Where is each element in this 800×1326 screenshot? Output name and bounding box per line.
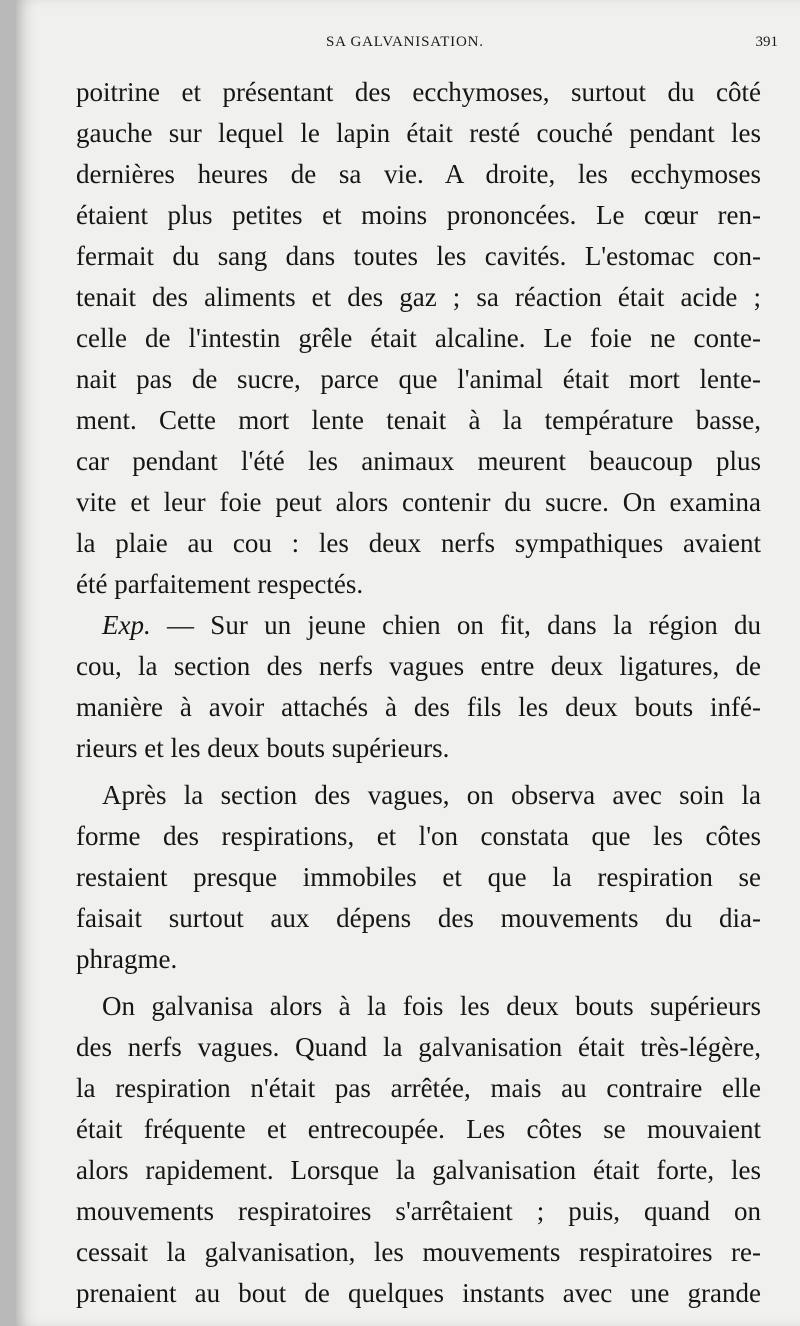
text-line: rieurs et les deux bouts supérieurs.	[76, 733, 450, 763]
text-line: mouvements respiratoires s'arrêtaient ; puis, quand on	[76, 1196, 761, 1226]
body-text	[76, 72, 761, 1314]
text-line: été parfaitement respectés.	[76, 569, 364, 599]
text-line: gauche sur lequel le lapin était resté couché pendant les	[76, 118, 761, 148]
text-line: nait pas de sucre, parce que l'animal était mort lente-	[76, 364, 761, 394]
text-line: car pendant l'été les animaux meurent beaucoup plus	[76, 446, 761, 476]
text-line: alors rapidement. Lorsque la galvanisation était forte, les	[76, 1155, 761, 1185]
paragraph-experiment	[76, 605, 761, 769]
text-line: phragme.	[76, 944, 178, 974]
experiment-label: Exp.	[102, 610, 151, 640]
paragraph-continuation	[76, 72, 761, 605]
text-line: tenait des aliments et des gaz ; sa réaction était acide ;	[76, 282, 761, 312]
text-line: des nerfs vagues. Quand la galvanisation était très-légère,	[76, 1032, 761, 1062]
text-line: poitrine et présentant des ecchymoses, surtout du côté	[76, 77, 761, 107]
text-line: était fréquente et entrecoupée. Les côtes se mouvaient	[76, 1114, 761, 1144]
text-line: cessait la galvanisation, les mouvements respiratoires re-	[76, 1237, 761, 1267]
paragraph-galvanisation	[76, 986, 761, 1314]
text-line: faisait surtout aux dépens des mouvements du dia-	[76, 903, 761, 933]
text-line: étaient plus petites et moins prononcées. Le cœur ren-	[76, 200, 761, 230]
text-line: la plaie au cou : les deux nerfs sympathiques avaient	[76, 528, 761, 558]
text-line: ment. Cette mort lente tenait à la température basse,	[76, 405, 761, 435]
text-line: vite et leur foie peut alors contenir du sucre. On examina	[76, 487, 761, 517]
text-line: fermait du sang dans toutes les cavités. L'estomac con-	[76, 241, 761, 271]
text-line: dernières heures de sa vie. A droite, les ecchymoses	[76, 159, 761, 189]
running-title: SA GALVANISATION.	[326, 34, 484, 50]
text-line: cou, la section des nerfs vagues entre deux ligatures, de	[76, 651, 761, 681]
book-page	[16, 0, 800, 1326]
page-number: 391	[755, 34, 778, 50]
text-line: la respiration n'était pas arrêtée, mais au contraire elle	[76, 1073, 761, 1103]
text-line: Après la section des vagues, on observa avec soin la	[102, 780, 761, 810]
experiment-text: — Sur un jeune chien on fit, dans la région du	[150, 610, 761, 640]
text-line: On galvanisa alors à la fois les deux bouts supérieurs	[102, 991, 761, 1021]
text-line: prenaient au bout de quelques instants avec une grande	[76, 1278, 761, 1308]
text-line	[76, 605, 761, 646]
text-line: manière à avoir attachés à des fils les deux bouts infé-	[76, 692, 761, 722]
text-line: forme des respirations, et l'on constata que les côtes	[76, 821, 761, 851]
text-line: restaient presque immobiles et que la respiration se	[76, 862, 761, 892]
text-line: celle de l'intestin grêle était alcaline. Le foie ne conte-	[76, 323, 761, 353]
page-header	[16, 34, 800, 58]
paragraph-observation	[76, 775, 761, 980]
